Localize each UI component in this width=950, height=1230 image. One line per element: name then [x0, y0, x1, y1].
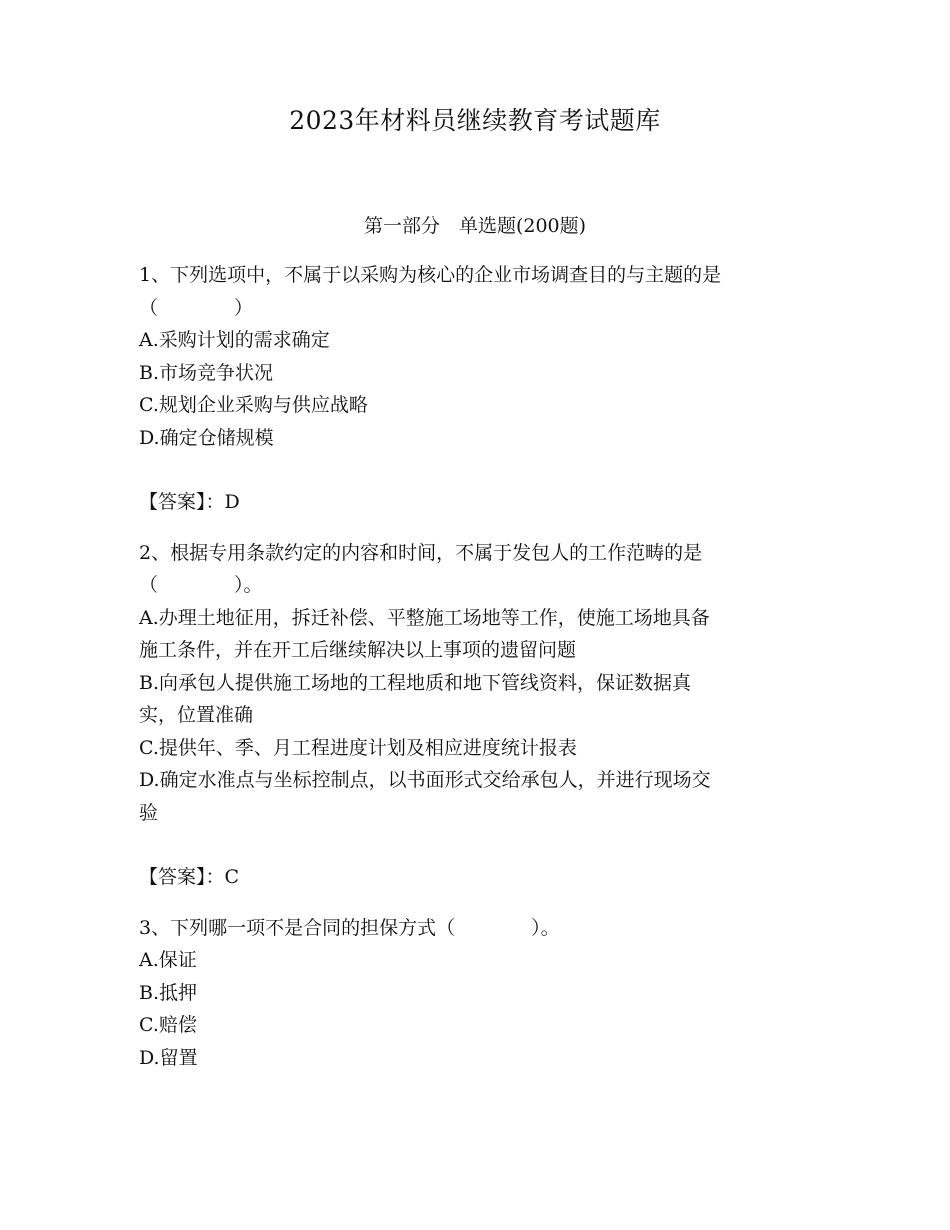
option-b: B.抵押 [139, 981, 198, 1004]
option-a: A.保证 [139, 949, 197, 971]
option-a: A.办理土地征用，拆迁补偿、平整施工场地等工作，使施工场地具备 [139, 606, 710, 629]
question-stem-line: 2、根据专用条款约定的内容和时间，不属于发包人的工作范畴的是 [139, 541, 703, 564]
option-c: C.规划企业采购与供应战略 [139, 394, 368, 416]
question-3 [139, 912, 819, 1075]
option-b: B.市场竞争状况 [139, 361, 274, 384]
section-title: 第一部分 单选题(200题) [363, 215, 587, 237]
option-d: D.确定仓储规模 [139, 426, 274, 449]
option-b: B.向承包人提供施工场地的工程地质和地下管线资料，保证数据真 [139, 671, 692, 694]
document-title: 2023年材料员继续教育考试题库 [289, 106, 661, 135]
option-a-continued: 施工条件，并在开工后继续解决以上事项的遗留问题 [139, 639, 577, 661]
question-stem-line: 3、下列哪一项不是合同的担保方式（ ）。 [139, 916, 560, 939]
question-list [139, 259, 819, 1074]
option-b-continued: 实，位置准确 [139, 704, 254, 726]
question-stem-line: 1、下列选项中，不属于以采购为核心的企业市场调查目的与主题的是 [139, 264, 722, 286]
option-d-continued: 验 [139, 801, 159, 824]
question-2 [139, 537, 819, 894]
answer-line: 【答案】：D [139, 491, 240, 513]
option-c: C.赔偿 [139, 1014, 197, 1036]
question-stem-line: （ ） [139, 296, 254, 319]
option-d: D.留置 [139, 1046, 198, 1069]
question-1 [139, 259, 819, 519]
question-stem-line: （ ）。 [139, 574, 263, 596]
option-c: C.提供年、季、月工程进度计划及相应进度统计报表 [139, 736, 577, 759]
answer-line: 【答案】：C [139, 866, 240, 888]
option-a: A.采购计划的需求确定 [139, 329, 330, 351]
option-d: D.确定水准点与坐标控制点，以书面形式交给承包人，并进行现场交 [139, 769, 711, 791]
